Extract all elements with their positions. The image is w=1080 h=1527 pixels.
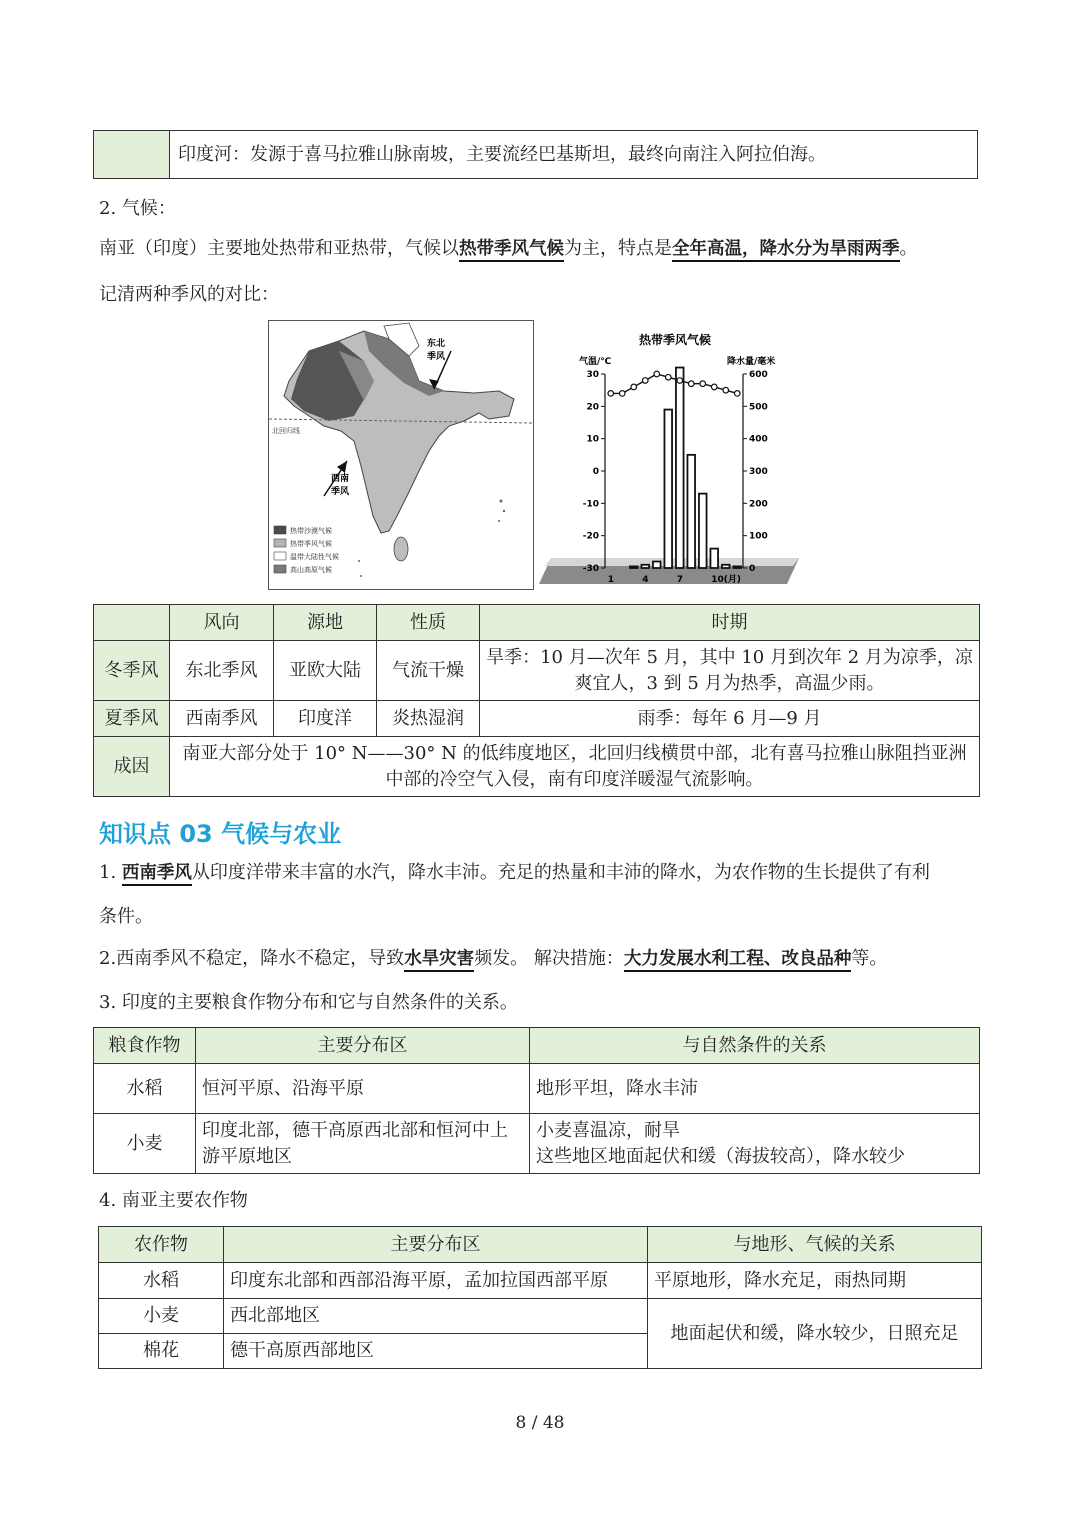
winter-prop: 气流干燥 [377, 641, 480, 701]
winter-name: 冬季风 [94, 641, 170, 701]
cause-text: 南亚大部分处于 10° N——30° N 的低纬度地区，北回归线横贯中部，北有喜马拉雅山脉阻挡亚洲中部的冷空气入侵，南有印度洋暖湿气流影响。 [170, 737, 980, 797]
monsoon-header-src: 源地 [274, 605, 377, 641]
south-asia-climate-map [268, 320, 534, 590]
chart-x-tick-label: 4 [642, 575, 649, 585]
winter-src: 亚欧大陆 [274, 641, 377, 701]
monsoon-table [93, 604, 980, 797]
chart-right-tick-label: 0 [749, 564, 756, 574]
crop-header-row [99, 1227, 982, 1263]
climate-heading: 2. 气候： [99, 198, 176, 219]
grain-area: 印度北部，德干高原西北部和恒河中上游平原地区 [196, 1114, 530, 1174]
summer-src: 印度洋 [274, 701, 377, 737]
grain-table [93, 1027, 980, 1174]
grain-row-rice [94, 1064, 980, 1114]
grain-header-rel: 与自然条件的关系 [530, 1028, 980, 1064]
chart-right-tick-label: 500 [749, 402, 768, 413]
winter-dir: 东北季风 [170, 641, 274, 701]
temp-point [677, 378, 683, 384]
precip-bar [630, 566, 638, 568]
grain-rel: 小麦喜温凉，耐旱 这些地区地面起伏和缓（海拔较高），降水较少 [530, 1114, 980, 1174]
highlight-disaster: 水旱灾害 [404, 949, 474, 972]
climate-line2: 记清两种季风的对比： [99, 284, 279, 305]
monsoon-header-empty [94, 605, 170, 641]
crop-name: 棉花 [99, 1334, 224, 1369]
kp03-title: 知识点 03 气候与农业 [99, 820, 342, 848]
map-legend [274, 526, 339, 574]
grain-crop: 水稻 [94, 1064, 196, 1114]
summer-prop: 炎热湿润 [377, 701, 480, 737]
legend-label: 热带沙漠气候 [290, 527, 332, 535]
temp-point [734, 391, 740, 397]
grain-crop: 小麦 [94, 1114, 196, 1174]
precip-bar [733, 566, 741, 568]
highlight-sw-monsoon: 西南季风 [122, 863, 192, 886]
temp-point [665, 374, 671, 380]
page-number: 8 / 48 [515, 1413, 565, 1433]
legend-label: 热带季风气候 [290, 540, 332, 548]
summer-period: 雨季：每年 6 月—9 月 [480, 701, 980, 737]
monsoon-header-period: 时期 [480, 605, 980, 641]
temp-point [654, 371, 660, 377]
ne-label-1: 东北 [427, 339, 446, 349]
summer-name: 夏季风 [94, 701, 170, 737]
precip-bar [676, 368, 684, 568]
highlight-measures: 大力发展水利工程、改良品种 [624, 949, 852, 972]
kp03-p2: 2.西南季风不稳定，降水不稳定，导致水旱灾害频发。 解决措施：大力发展水利工程、改良品种等。 [99, 946, 887, 972]
monsoon-header-dir: 风向 [170, 605, 274, 641]
cause-name: 成因 [94, 737, 170, 797]
crop-rel: 平原地形，降水充足，雨热同期 [648, 1263, 982, 1299]
legend-label: 温带大陆性气候 [290, 553, 339, 561]
kp03-p1: 1. 西南季风从印度洋带来丰富的水汽，降水丰沛。充足的热量和丰沛的降水，为农作物的生长提供了有利 [99, 860, 930, 886]
crop-area: 德干高原西部地区 [224, 1334, 648, 1369]
summer-monsoon-row [94, 701, 980, 737]
legend-label: 高山高原气候 [290, 566, 332, 574]
highlight-tropical-monsoon: 热带季风气候 [459, 239, 564, 262]
highlight-climate-feature: 全年高温，降水分为旱雨两季 [672, 239, 900, 262]
kp03-p4: 4. 南亚主要农作物 [99, 1190, 248, 1211]
crop-name: 水稻 [99, 1263, 224, 1299]
legend-swatch [274, 565, 286, 573]
tropic-label: 北回归线 [272, 427, 300, 435]
temp-point [642, 378, 648, 384]
chart-right-tick-label: 200 [749, 499, 768, 510]
monsoon-header-row [94, 605, 980, 641]
chart-left-tick-label: 20 [586, 402, 599, 413]
winter-monsoon-row [94, 641, 980, 701]
sw-label-1: 西南 [331, 474, 350, 484]
indus-label-cell [94, 131, 170, 179]
temp-point [700, 381, 706, 387]
temp-line [611, 374, 738, 393]
precip-bar [653, 562, 661, 568]
chart-x-tick-label: 1 [607, 575, 615, 585]
chart-right-tick-label: 100 [749, 531, 768, 542]
kp03-p3: 3. 印度的主要粮食作物分布和它与自然条件的关系。 [99, 992, 518, 1013]
legend-swatch [274, 526, 286, 534]
chart-left-tick-label: 0 [592, 467, 599, 477]
crop-area: 西北部地区 [224, 1299, 648, 1334]
cause-row [94, 737, 980, 797]
chart-x-tick-label: 10(月) [711, 575, 742, 585]
grain-area: 恒河平原、沿海平原 [196, 1064, 530, 1114]
crop-header-rel: 与地形、气候的关系 [648, 1227, 982, 1263]
precip-bar [641, 565, 649, 568]
chart-title: 热带季风气候 [638, 333, 712, 347]
grain-header-area: 主要分布区 [196, 1028, 530, 1064]
map-svg [269, 321, 533, 589]
summer-dir: 西南季风 [170, 701, 274, 737]
chart-x-tick-label: 7 [676, 575, 684, 585]
crop-shared-rel: 地面起伏和缓，降水较少，日照充足 [648, 1299, 982, 1369]
grain-header-crop: 粮食作物 [94, 1028, 196, 1064]
crop-row-wheat [99, 1299, 982, 1334]
precip-bar [664, 410, 672, 568]
winter-period: 旱季：10 月—次年 5 月，其中 10 月到次年 2 月为凉季，凉爽宜人，3 到 5 月为热季，高温少雨。 [480, 641, 980, 701]
chart-left-tick-label: -20 [582, 531, 599, 542]
chart-ylabel-left: 气温/℃ [579, 357, 612, 367]
temp-point [631, 384, 637, 390]
chart-right-tick-label: 400 [749, 434, 768, 445]
crop-header-area: 主要分布区 [224, 1227, 648, 1263]
grain-header-row [94, 1028, 980, 1064]
chart-left-tick-label: 10 [586, 434, 599, 445]
map-sri-lanka [394, 537, 408, 561]
legend-swatch [274, 552, 286, 560]
sw-arrowhead [337, 461, 347, 473]
sw-label-2: 季风 [331, 487, 350, 497]
crop-row-rice [99, 1263, 982, 1299]
ne-label-2: 季风 [427, 352, 446, 362]
temp-point [619, 391, 625, 397]
crop-table [98, 1226, 982, 1369]
temp-point [711, 384, 717, 390]
climate-line1: 南亚（印度）主要地处热带和亚热带，气候以热带季风气候为主，特点是全年高温，降水分为旱雨两季。 [99, 236, 918, 262]
indus-text: 印度河：发源于喜马拉雅山脉南坡，主要流经巴基斯坦，最终向南注入阿拉伯海。 [170, 131, 978, 179]
temp-point [723, 387, 729, 393]
climate-chart [537, 322, 809, 588]
chart-right-tick-label: 600 [749, 370, 768, 380]
grain-row-wheat [94, 1114, 980, 1174]
crop-area: 印度东北部和西部沿海平原，孟加拉国西部平原 [224, 1263, 648, 1299]
monsoon-header-prop: 性质 [377, 605, 480, 641]
temp-point [608, 391, 614, 397]
chart-svg [537, 322, 809, 588]
kp03-p1-cont: 条件。 [99, 906, 153, 927]
precip-bar [722, 565, 730, 568]
chart-left-tick-label: -30 [582, 564, 599, 574]
crop-name: 小麦 [99, 1299, 224, 1334]
precip-bar [699, 494, 707, 568]
legend-swatch [274, 539, 286, 547]
chart-left-tick-label: 30 [586, 370, 599, 380]
chart-right-tick-label: 300 [749, 467, 768, 477]
crop-header-crop: 农作物 [99, 1227, 224, 1263]
chart-ylabel-right: 降水量/毫米 [727, 357, 776, 367]
precip-bar [710, 549, 718, 568]
chart-left-tick-label: -10 [582, 499, 599, 510]
indus-table [93, 130, 978, 179]
grain-rel: 地形平坦，降水丰沛 [530, 1064, 980, 1114]
precip-bar [687, 455, 695, 568]
temp-point [688, 381, 694, 387]
